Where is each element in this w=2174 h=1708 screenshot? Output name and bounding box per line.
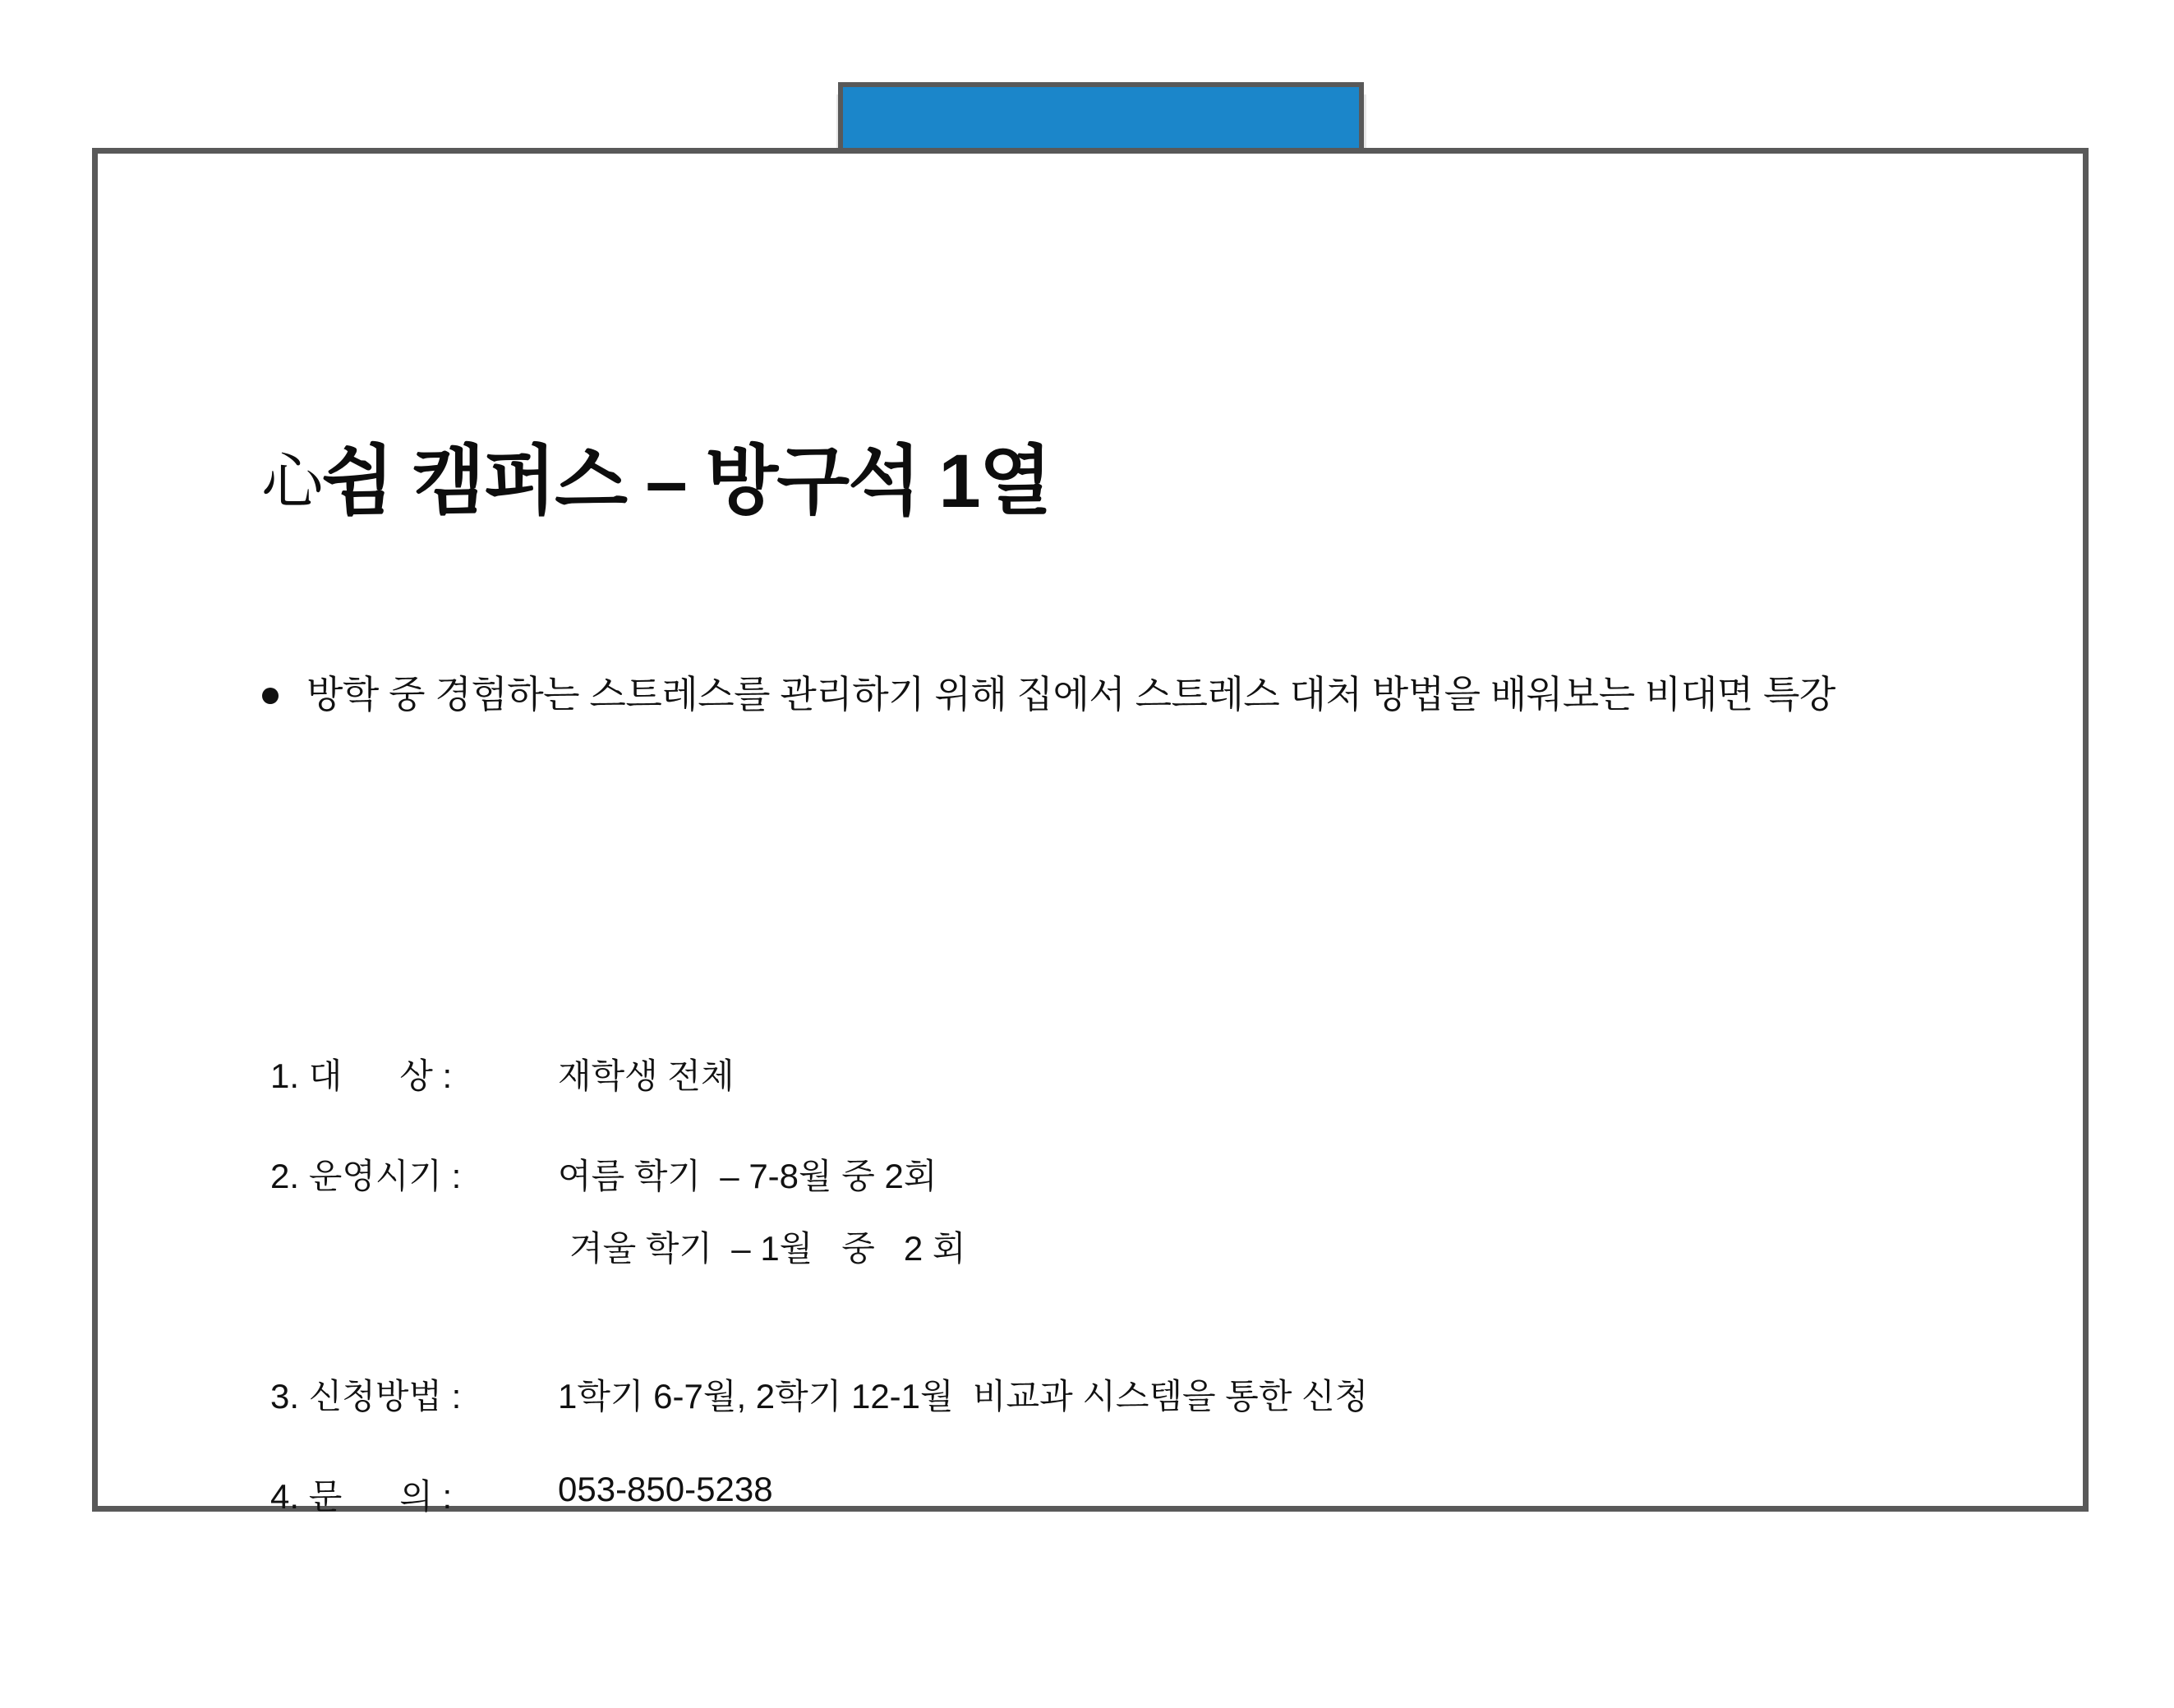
info-label-schedule: 2. 운영시기 : <box>270 1157 462 1195</box>
info-value-apply: 1학기 6-7월, 2학기 12-1월 비교과 시스템을 통한 신청 <box>558 1377 1369 1416</box>
content-frame <box>92 148 2089 1516</box>
info-list <box>270 1049 2061 1570</box>
page-title-text: 쉼 캠퍼스 – 방구석 1열 <box>321 440 1051 523</box>
info-value-schedule <box>558 1149 965 1271</box>
info-value-target: 재학생 전체 <box>558 1057 735 1095</box>
list-item <box>270 1370 2061 1419</box>
info-label-contact: 4. 문 의 : <box>270 1477 453 1516</box>
heart-icon: 心 <box>262 447 321 515</box>
description-bullet <box>262 671 2086 719</box>
info-value-schedule-line2: 겨울 학기 – 1월 중 2 회 <box>569 1229 966 1268</box>
list-item <box>270 1149 2061 1271</box>
info-label-target: 1. 대 상 : <box>270 1057 453 1095</box>
page-title <box>262 421 1051 529</box>
list-item <box>270 1049 2061 1098</box>
info-value-contact: 053-850-5238 <box>558 1470 773 1508</box>
info-label-apply: 3. 신청방법 : <box>270 1377 462 1416</box>
bullet-dot-icon <box>262 688 279 704</box>
list-item <box>270 1470 2061 1519</box>
description-text: 방학 중 경험하는 스트레스를 관리하기 위해 집에서 스트레스 대처 방법을 배워보는 비대면 특강 <box>306 673 1835 716</box>
info-value-schedule-line1: 여름 학기 – 7-8월 중 2회 <box>558 1157 937 1195</box>
